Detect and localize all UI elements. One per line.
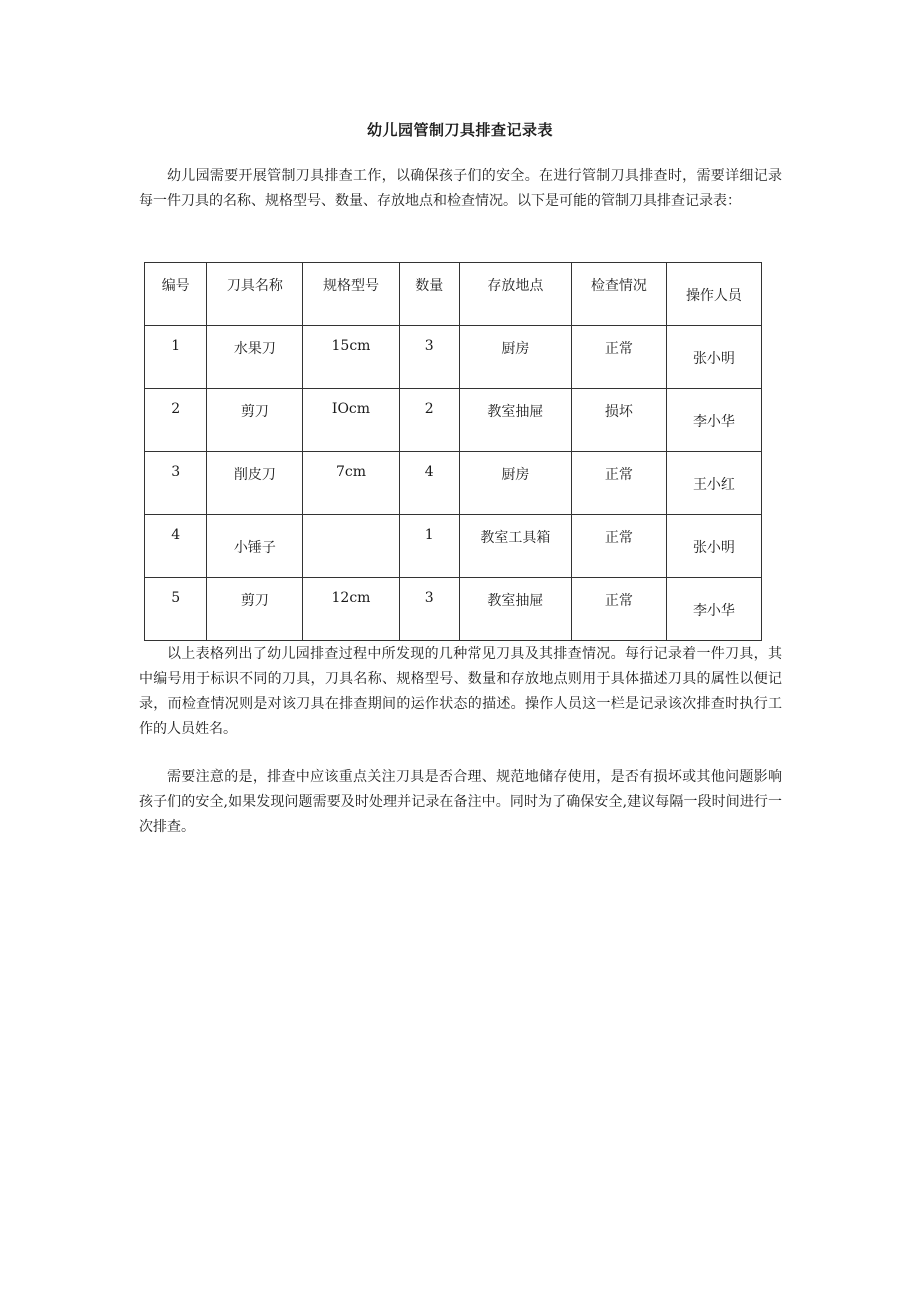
table-explanation-paragraph: 以上表格列出了幼儿园排查过程中所发现的几种常见刀具及其排查情况。每行记录着一件刀具，其中编号用于标识不同的刀具，刀具名称、规格型号、数量和存放地点则用于具体描述刀具的属性以便记录，而检查情况则是对该刀具在排查期间的运作状态的描述。操作人员这一栏是记录该次排查时执行工作的人员姓名。 <box>139 646 782 737</box>
table-row <box>145 452 762 515</box>
table-cell: 2 <box>145 389 207 452</box>
table-cell: 教室抽屉 <box>459 578 571 641</box>
table-cell: 12cm <box>303 578 399 641</box>
table-cell: 小锤子 <box>207 515 303 578</box>
table-cell: 3 <box>145 452 207 515</box>
table-row <box>145 578 762 641</box>
table-row <box>145 515 762 578</box>
table-cell: 教室工具箱 <box>459 515 571 578</box>
table-cell: 正常 <box>571 326 666 389</box>
header-cell: 规格型号 <box>303 263 399 326</box>
header-cell: 操作人员 <box>666 263 761 326</box>
header-cell: 检查情况 <box>571 263 666 326</box>
table-cell: 3 <box>399 326 459 389</box>
table-cell: 张小明 <box>666 326 761 389</box>
table-cell: 水果刀 <box>207 326 303 389</box>
table-cell: 正常 <box>571 452 666 515</box>
table-cell: 损坏 <box>571 389 666 452</box>
table-cell: 4 <box>399 452 459 515</box>
note-paragraph: 需要注意的是，排查中应该重点关注刀具是否合理、规范地储存使用，是否有损坏或其他问题影响孩子们的安全,如果发现问题需要及时处理并记录在备注中。同时为了确保安全,建议每隔一段时间进行一次排查。 <box>139 769 782 835</box>
header-cell: 编号 <box>145 263 207 326</box>
header-cell: 存放地点 <box>459 263 571 326</box>
table-cell: 7cm <box>303 452 399 515</box>
table-cell: 3 <box>399 578 459 641</box>
knife-record-table <box>144 262 762 641</box>
table-cell: 2 <box>399 389 459 452</box>
table-cell: 1 <box>145 326 207 389</box>
intro-paragraph: 幼儿园需要开展管制刀具排查工作，以确保孩子们的安全。在进行管制刀具排查时，需要详细记录每一件刀具的名称、规格型号、数量、存放地点和检查情况。以下是可能的管制刀具排查记录表： <box>139 168 782 209</box>
table-cell: 正常 <box>571 515 666 578</box>
table-row <box>145 326 762 389</box>
table-cell: 张小明 <box>666 515 761 578</box>
table-cell: 4 <box>145 515 207 578</box>
table-header-row <box>145 263 762 326</box>
table-row <box>145 389 762 452</box>
table-cell: 王小红 <box>666 452 761 515</box>
table-cell: 1 <box>399 515 459 578</box>
table-cell: 剪刀 <box>207 389 303 452</box>
table-cell: 李小华 <box>666 389 761 452</box>
table-cell: 正常 <box>571 578 666 641</box>
table-cell: 李小华 <box>666 578 761 641</box>
header-cell: 数量 <box>399 263 459 326</box>
table-cell: 15cm <box>303 326 399 389</box>
document-title: 幼儿园管制刀具排查记录表 <box>366 121 553 139</box>
table-cell: 削皮刀 <box>207 452 303 515</box>
table-cell: IOcm <box>303 389 399 452</box>
table-cell <box>303 515 399 578</box>
table-cell: 5 <box>145 578 207 641</box>
table-cell: 教室抽屉 <box>459 389 571 452</box>
table-cell: 剪刀 <box>207 578 303 641</box>
table-cell: 厨房 <box>459 326 571 389</box>
table-cell: 厨房 <box>459 452 571 515</box>
header-cell: 刀具名称 <box>207 263 303 326</box>
